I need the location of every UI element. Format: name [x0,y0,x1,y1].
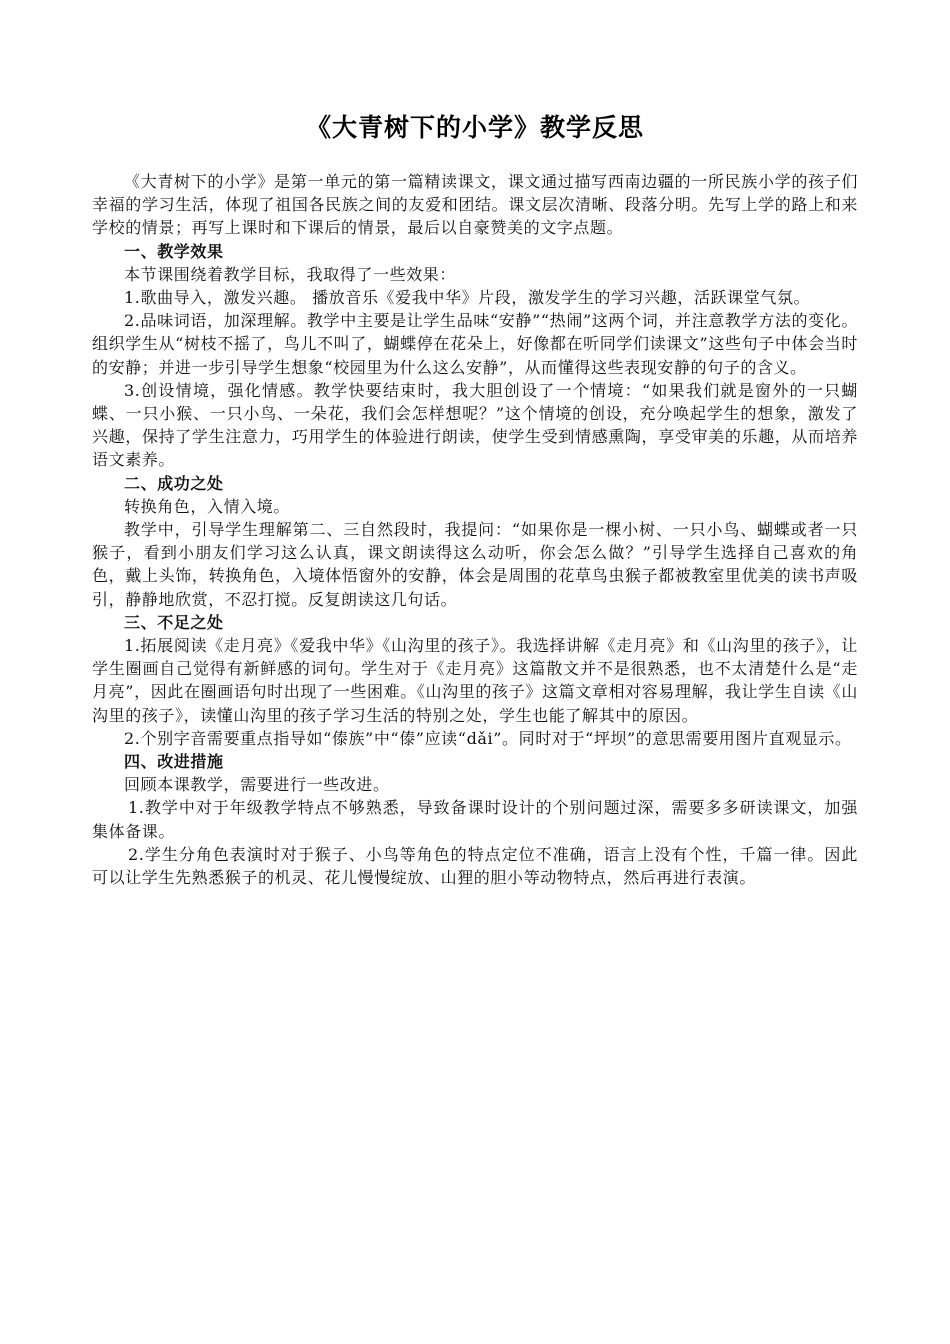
section1-item-3: 3.创设情境，强化情感。教学快要结束时，我大胆创设了一个情境：“如果我们就是窗外的一只蝴蝶、一只小猴、一只小鸟、一朵花，我们会怎样想呢？”这个情境的创设，充分唤起学生的想象，激发了兴趣，保持了学生注意力，巧用学生的体验进行朗读，使学生受到情感熏陶，享受审美的乐趣，从而培养语文素养。 [92,380,858,470]
section3-item-1: 1.拓展阅读《走月亮》《爱我中华》《山沟里的孩子》。我选择讲解《走月亮》和《山沟里的孩子》，让学生圈画自己觉得有新鲜感的词句。学生对于《走月亮》这篇散文并不是很熟悉，也不太清楚什么是“走月亮”，因此在圈画语句时出现了一些困难。《山沟里的孩子》这篇文章相对容易理解，我让学生自读《山沟里的孩子》，读懂山沟里的孩子学习生活的特别之处，学生也能了解其中的原因。 [92,636,858,725]
section2-paragraph: 教学中，引导学生理解第二、三自然段时，我提问：“如果你是一棵小树、一只小鸟、蝴蝶或者一只猴子，看到小朋友们学习这么认真，课文朗读得这么动听，你会怎么做？”引导学生选择自己喜欢的角色，戴上头饰，转换角色，入境体悟窗外的安静，体会是周围的花草鸟虫猴子都被教室里优美的读书声吸引，静静地欣赏，不忍打搅。反复朗读这几句话。 [92,520,858,609]
intro-paragraph: 《大青树下的小学》是第一单元的第一篇精读课文，课文通过描写西南边疆的一所民族小学的孩子们幸福的学习生活，体现了祖国各民族之间的友爱和团结。课文层次清晰、段落分明。先写上学的路上和来学校的情景；再写上课时和下课后的情景，最后以自豪赞美的文字点题。 [92,172,858,238]
section4-lead: 回顾本课教学，需要进行一些改进。 [124,775,390,795]
section3-item-2: 2.个别字音需要重点指导如“傣族”中“傣”应读“dǎi”。同时对于“坪坝”的意思需要用图片直观显示。 [124,728,852,748]
document-title: 《大青树下的小学》教学反思 [305,113,644,142]
section-heading-improvements: 四、改进措施 [124,752,224,772]
section4-item-2: 2.学生分角色表演时对于猴子、小鸟等角色的特点定位不准确，语言上没有个性，千篇一律。因此可以让学生先熟悉猴子的机灵、花儿慢慢绽放、山狸的胆小等动物特点，然后再进行表演。 [92,844,858,888]
section2-lead: 转换角色，入情入境。 [124,496,291,516]
section-heading-shortcomings: 三、不足之处 [124,612,224,632]
section1-lead: 本节课围绕着教学目标，我取得了一些效果： [124,264,457,284]
section1-item-2: 2.品味词语，加深理解。教学中主要是让学生品味“安静”“热闹”这两个词，并注意教学方法的变化。组织学生从“树枝不摇了，鸟儿不叫了，蝴蝶停在花朵上，好像都在听同学们读课文”这些句子中体会当时的安静；并进一步引导学生想象“校园里为什么这么安静”，从而懂得这些表现安静的句子的含义。 [92,311,858,377]
section4-item-1: 1.教学中对于年级教学特点不够熟悉，导致备课时设计的个别问题过深，需要多多研读课文，加强集体备课。 [92,798,858,841]
section-heading-success: 二、成功之处 [124,473,224,493]
section-heading-teaching-effect: 一、教学效果 [124,241,224,261]
section1-item-1: 1.歌曲导入，激发兴趣。 播放音乐《爱我中华》片段，激发学生的学习兴趣，活跃课堂气氛。 [124,288,811,308]
